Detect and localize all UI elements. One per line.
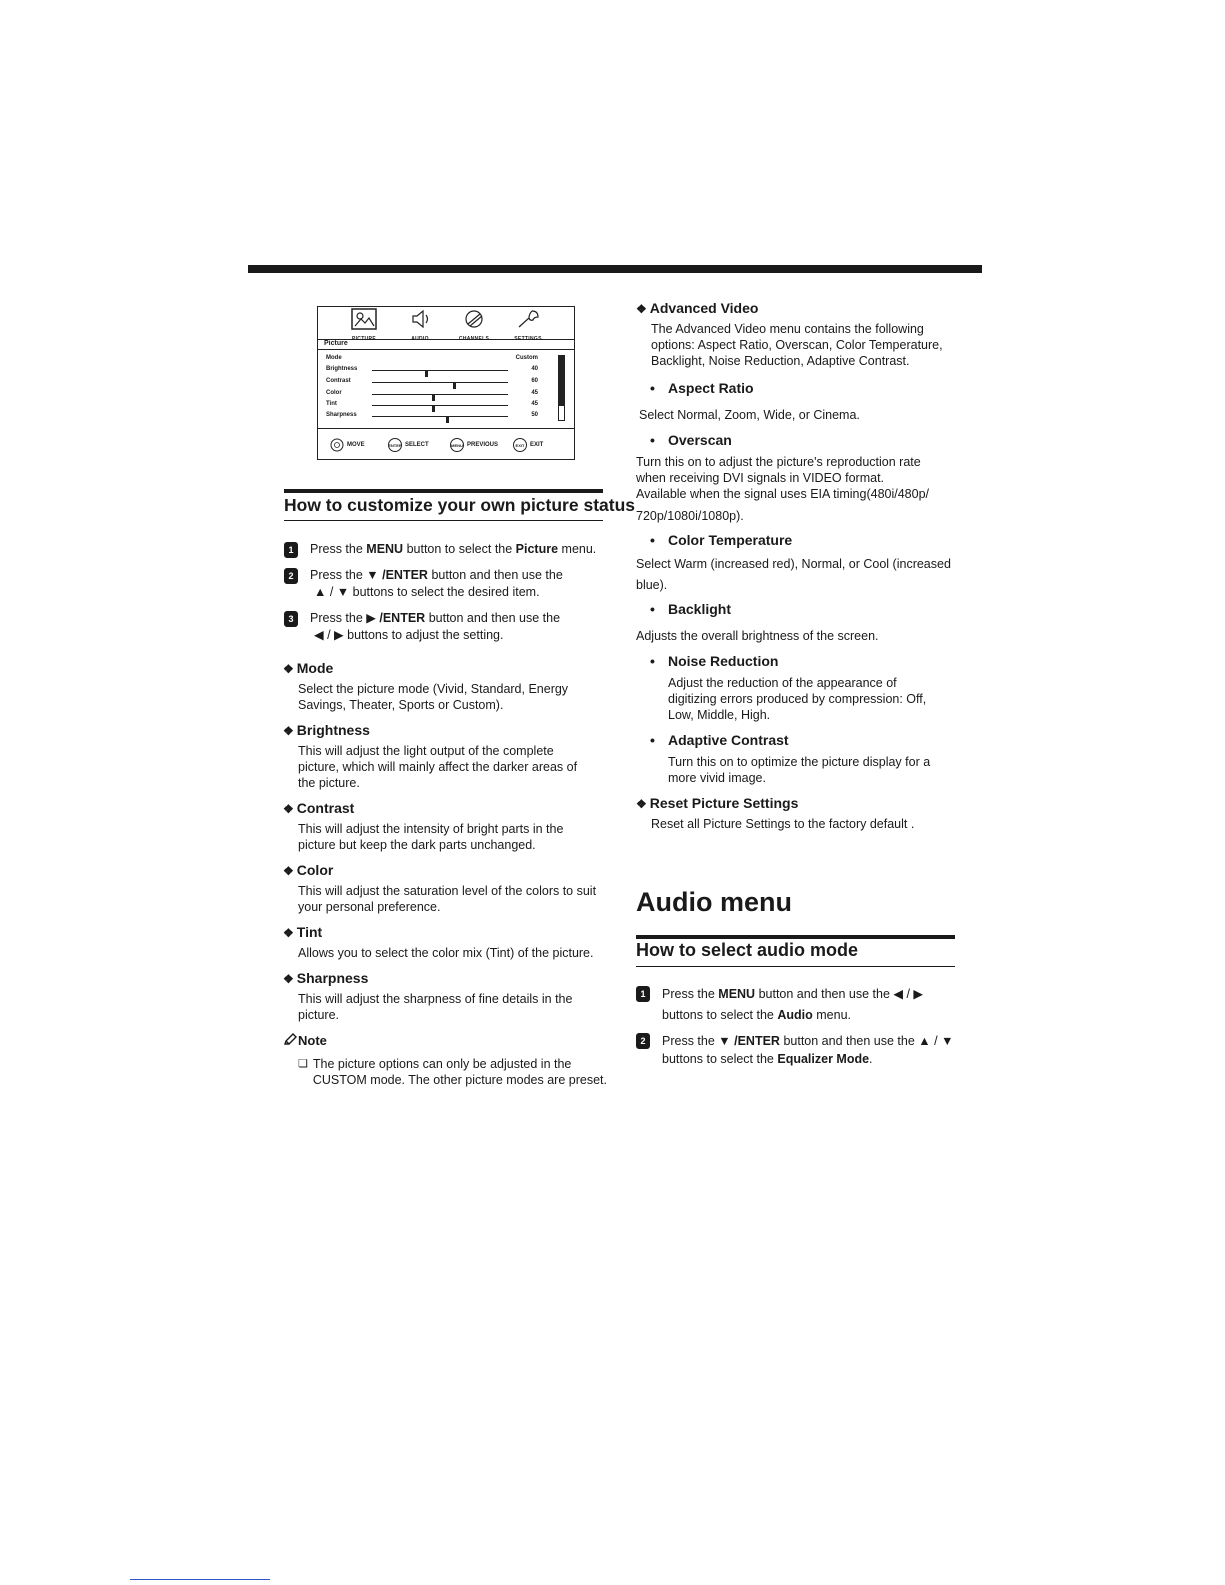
diamond-bullet-icon: ❖: [283, 972, 294, 986]
aspect-ratio-text: Select Normal, Zoom, Wide, or Cinema.: [639, 408, 860, 422]
osd-row-name: Contrast: [326, 378, 351, 384]
osd-key-exit: [513, 438, 543, 452]
osd-tab-channels: [444, 308, 504, 342]
osd-slider-knob: [446, 417, 449, 423]
diamond-bullet-icon: ❖: [283, 802, 294, 816]
step-number: 2: [284, 568, 298, 584]
dpad-icon: [330, 438, 344, 452]
osd-row-brightness: [326, 366, 538, 376]
setting-title: Tint: [296, 924, 323, 940]
diamond-bullet-icon: ❖: [283, 926, 294, 940]
overscan-text: Turn this on to adjust the picture's reproduction rate when receiving DVI signals in VIDEO format. Available when the signal uses EIA timing(480i/480p/ 720p/1080i/1080p).: [636, 455, 930, 523]
osd-key-label: PREVIOUS: [467, 442, 499, 448]
audio-steps-list: [636, 984, 966, 1068]
osd-key-bar: [318, 428, 574, 460]
setting-color: [283, 862, 613, 915]
step-number: 3: [284, 611, 298, 627]
speaker-icon: [405, 308, 435, 330]
bullet-dot-icon: •: [650, 432, 655, 448]
bullet-dot-icon: •: [650, 380, 655, 396]
osd-row-sharpness: [326, 412, 538, 422]
osd-key-select: [388, 438, 429, 452]
color-temperature-text: Select Warm (increased red), Normal, or Cool (increased blue).: [636, 557, 951, 592]
setting-brightness: [283, 722, 613, 791]
step-text: Press the ▶ /ENTER button and then use the ◀ / ▶ buttons to adjust the setting.: [310, 611, 561, 642]
osd-tab-label: SETTINGS: [514, 336, 542, 342]
setting-title: Mode: [296, 660, 334, 676]
osd-picture-menu: [317, 306, 575, 460]
diamond-bullet-icon: ❖: [283, 864, 294, 878]
steps-list: [284, 541, 614, 644]
osd-row-color: [326, 390, 538, 400]
note-item: [283, 1056, 613, 1088]
osd-row-value: 50: [531, 412, 538, 418]
overscan-title: • Overscan: [650, 432, 732, 448]
audio-step-1: [636, 984, 966, 1026]
section-title: Advanced Video: [649, 300, 759, 316]
osd-slider-track: [372, 382, 508, 383]
setting-contrast: [283, 800, 613, 853]
osd-slider-track: [372, 416, 508, 417]
satellite-dish-icon: [459, 308, 489, 330]
step-1: [284, 541, 614, 558]
osd-tab-bar: [318, 307, 574, 340]
note-title: Note: [298, 1033, 327, 1048]
setting-description: This will adjust the saturation level of the colors to suit your personal preference.: [298, 884, 597, 914]
setting-title: Contrast: [296, 800, 355, 816]
heading-rule-top: [284, 489, 603, 493]
exit-key-icon: EXIT: [513, 438, 527, 452]
noise-reduction-text: Adjust the reduction of the appearance of digitizing errors produced by compression: Off, Low, Middle, High.: [668, 676, 927, 722]
osd-key-label: SELECT: [405, 442, 429, 448]
osd-tab-settings: [498, 308, 558, 342]
osd-slider-knob: [425, 371, 428, 377]
osd-row-contrast: [326, 378, 538, 388]
advanced-video-section: [636, 300, 966, 369]
section-heading-audio-mode: How to select audio mode: [636, 940, 859, 960]
osd-key-label: MOVE: [347, 442, 365, 448]
osd-row-value: 40: [531, 366, 538, 372]
settings-descriptions: [283, 660, 613, 1088]
osd-scrollbar-thumb: [559, 356, 564, 406]
osd-row-tint: [326, 401, 538, 411]
backlight-title: • Backlight: [650, 601, 732, 617]
osd-divider: [318, 349, 574, 350]
bullet-dot-icon: •: [650, 532, 655, 548]
osd-key-previous: [450, 438, 498, 452]
bullet-dot-icon: •: [650, 653, 655, 669]
section-title: Reset Picture Settings: [649, 795, 799, 811]
setting-tint: [283, 924, 613, 961]
wrench-icon: [513, 308, 543, 330]
step-number: 2: [636, 1033, 650, 1049]
step-text: Press the ▼ /ENTER button and then use the ▲ / ▼ buttons to select the desired item.: [310, 568, 563, 599]
step-2: [284, 567, 614, 601]
pencil-icon: [283, 1033, 297, 1046]
setting-description: This will adjust the sharpness of fine details in the picture.: [298, 992, 573, 1022]
step-text: Press the MENU button to select the Picture menu.: [310, 542, 597, 556]
setting-title: Color: [296, 862, 334, 878]
setting-title: Sharpness: [296, 970, 369, 986]
osd-menu-title: Picture: [324, 340, 348, 347]
osd-tab-picture: [334, 308, 394, 342]
note-text: The picture options can only be adjusted in the CUSTOM mode. The other picture modes are preset.: [312, 1057, 607, 1087]
osd-row-name: Tint: [326, 401, 337, 407]
heading-rule-top: [636, 935, 955, 939]
enter-key-icon: ENTER: [388, 438, 402, 452]
diamond-bullet-icon: ❖: [636, 797, 647, 811]
header-rule: [248, 265, 982, 273]
osd-row-value: Custom: [515, 355, 538, 361]
backlight-text: Adjusts the overall brightness of the screen.: [636, 629, 879, 643]
diamond-bullet-icon: ❖: [636, 302, 647, 316]
setting-mode: [283, 660, 613, 713]
audio-menu-title: Audio menu: [636, 887, 792, 917]
menu-key-icon: MENU: [450, 438, 464, 452]
heading-rule-bottom: [284, 520, 603, 521]
osd-key-move: [330, 438, 365, 452]
adaptive-contrast-title: • Adaptive Contrast: [650, 732, 789, 748]
step-3: [284, 610, 614, 644]
step-text: Press the MENU button and then use the ◀ / ▶ buttons to select the Audio menu.: [662, 987, 924, 1022]
osd-row-name: Sharpness: [326, 412, 357, 418]
aspect-ratio-title: • Aspect Ratio: [650, 380, 754, 396]
setting-description: This will adjust the light output of the complete picture, which will mainly affect the darker areas of the picture.: [298, 744, 578, 790]
osd-row-value: 45: [531, 401, 538, 407]
setting-description: This will adjust the intensity of bright parts in the picture but keep the dark parts unchanged.: [298, 822, 564, 852]
heading-rule-bottom: [636, 966, 955, 967]
osd-row-name: Color: [326, 390, 342, 396]
osd-slider-knob: [453, 383, 456, 389]
footer-link-underline: [130, 1579, 270, 1580]
osd-slider-track: [372, 405, 508, 406]
osd-row-mode: [326, 355, 538, 365]
step-number: 1: [284, 542, 298, 558]
color-temperature-title: • Color Temperature: [650, 532, 793, 548]
osd-row-value: 60: [531, 378, 538, 384]
osd-tab-label: PICTURE: [351, 336, 377, 342]
osd-tab-label: CHANNELS: [458, 336, 490, 342]
osd-slider-track: [372, 370, 508, 371]
osd-scrollbar: [558, 355, 565, 421]
picture-icon: [349, 308, 379, 330]
note-block: [283, 1033, 613, 1088]
osd-row-value: 45: [531, 390, 538, 396]
osd-slider-track: [372, 394, 508, 395]
section-description: Reset all Picture Settings to the factory default .: [651, 817, 915, 831]
osd-row-name: Brightness: [326, 366, 358, 372]
step-number: 1: [636, 986, 650, 1002]
osd-tab-label: AUDIO: [411, 336, 429, 342]
bullet-dot-icon: •: [650, 601, 655, 617]
reset-picture-section: [636, 795, 966, 832]
audio-step-2: [636, 1032, 966, 1068]
step-text: Press the ▼ /ENTER button and then use the ▲ / ▼ buttons to select the Equalizer Mode.: [662, 1034, 954, 1066]
section-heading-customize: How to customize your own picture status: [284, 495, 636, 515]
adaptive-contrast-text: Turn this on to optimize the picture display for a more vivid image.: [668, 755, 931, 785]
diamond-bullet-icon: ❖: [283, 724, 294, 738]
setting-description: Select the picture mode (Vivid, Standard, Energy Savings, Theater, Sports or Custom).: [298, 682, 569, 712]
osd-key-label: EXIT: [530, 442, 544, 448]
osd-tab-audio: [390, 308, 450, 342]
setting-sharpness: [283, 970, 613, 1023]
checkbox-bullet-icon: ❏: [298, 1058, 308, 1070]
bullet-dot-icon: •: [650, 732, 655, 748]
osd-row-name: Mode: [326, 355, 342, 361]
noise-reduction-title: • Noise Reduction: [650, 653, 779, 669]
setting-description: Allows you to select the color mix (Tint) of the picture.: [298, 946, 594, 960]
diamond-bullet-icon: ❖: [283, 662, 294, 676]
setting-title: Brightness: [296, 722, 370, 738]
section-description: The Advanced Video menu contains the following options: Aspect Ratio, Overscan, Color Temperature, Backlight, Noise Reduction, Adaptive Contrast.: [651, 322, 943, 368]
